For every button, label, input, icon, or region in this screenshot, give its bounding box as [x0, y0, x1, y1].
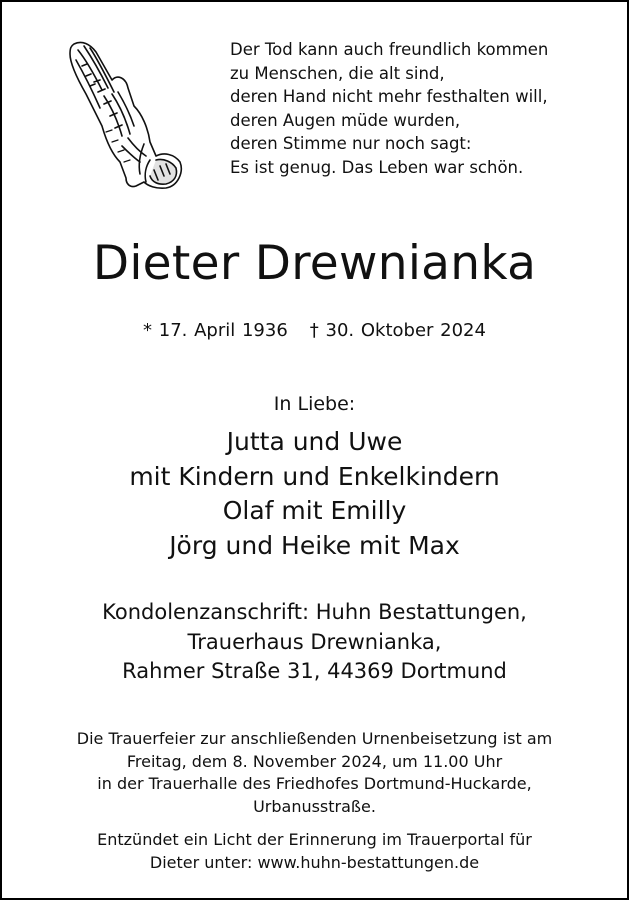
portal-line: Entzündet ein Licht der Erinnerung im Trauerportal für — [97, 830, 532, 849]
ceremony-line: Urbanusstraße. — [253, 796, 376, 816]
ceremony-line: Die Trauerfeier zur anschließenden Urnenbeisetzung ist am — [76, 729, 553, 748]
birth-date: * 17. April 1936 — [143, 320, 288, 341]
mourners-intro: In Liebe: — [273, 393, 356, 415]
poem-line: Der Tod kann auch freundlich kommen — [230, 40, 549, 59]
condolence-line: Rahmer Straße 31, 44369 Dortmund — [122, 659, 507, 683]
poem-line: deren Hand nicht mehr festhalten will, — [230, 87, 548, 107]
ceremony-info — [2, 728, 627, 818]
memorial-poem — [230, 38, 620, 180]
poem-line: Es ist genug. Das Leben war schön. — [230, 157, 524, 177]
mourner-line: Jörg und Heike mit Max — [169, 530, 460, 560]
mourner-line: Jutta und Uwe — [226, 427, 403, 456]
portal-line: Dieter unter: www.huhn-bestattungen.de — [149, 852, 480, 872]
condolence-line: Trauerhaus Drewnianka, — [187, 629, 442, 654]
poem-line: deren Stimme nur noch sagt: — [230, 134, 472, 154]
death-date: † 30. Oktober 2024 — [309, 320, 486, 341]
ceremony-line: Freitag, dem 8. November 2024, um 11.00 Uhr — [126, 751, 503, 771]
life-dates — [2, 318, 627, 344]
condolence-line: Kondolenzanschrift: Huhn Bestattungen, — [102, 600, 527, 624]
praying-hands-icon — [60, 36, 190, 190]
poem-line: deren Augen müde wurden, — [230, 110, 461, 130]
mourners-list — [2, 425, 627, 563]
mourner-line: Olaf mit Emilly — [222, 496, 407, 525]
memorial-portal-note — [2, 829, 627, 874]
condolence-address — [2, 598, 627, 687]
deceased-name: Dieter Drewnianka — [92, 236, 537, 291]
poem-line: zu Menschen, die alt sind, — [230, 63, 445, 83]
mourner-line: mit Kindern und Enkelkindern — [129, 461, 500, 491]
ceremony-line: in der Trauerhalle des Friedhofes Dortmund-Huckarde, — [97, 774, 532, 793]
